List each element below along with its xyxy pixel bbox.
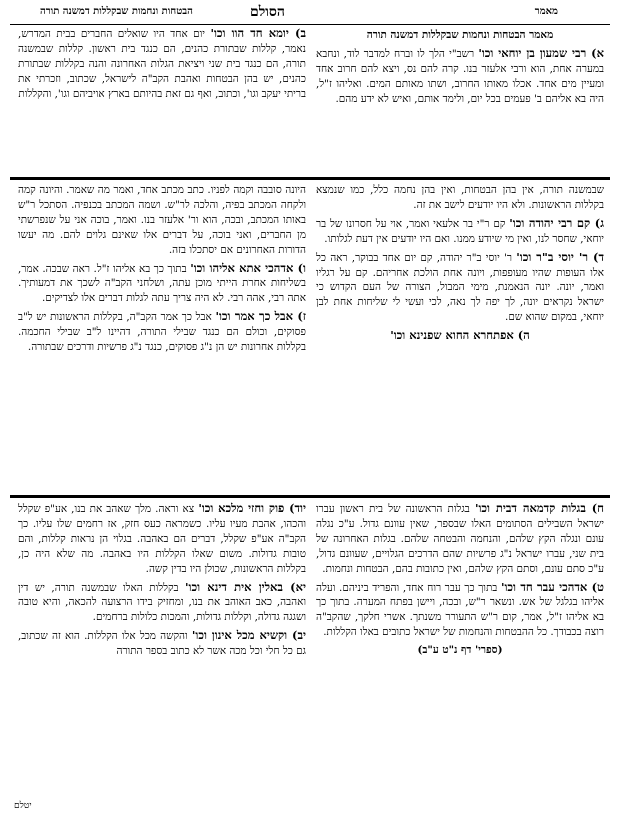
paragraph [316,250,604,326]
paragraph [316,216,604,247]
header-article-label: מאמר [534,6,558,17]
section-divider [10,495,610,498]
section-divider [10,177,610,180]
paragraph-heading: ד) ר' יוסי ב"ר וכו' [516,249,604,264]
paragraph-heading: ה) אפתחרא החוא שפנינא וכו' [390,328,530,343]
paragraph [18,309,306,355]
paragraph-heading: א) רבי שמעון בן יוחאי וכו' [478,45,604,60]
paragraph [316,46,604,107]
paragraph-heading: יא) באלין אית דינא וכו' [185,579,306,594]
paragraph-heading: יב) וקשיא מכל אינון וכו' [191,628,306,643]
paragraph-text: יום אחד היו שואלים החברים בבית המדרש, נאמר, קללות שבתורת כהנים, הם כנגד בית ראשון. קללות שבמשנה תורה, הם כנגד בית שני ויציאת הגלות האחרונה והנה בקללות שבתורת כהנים, יש בהן הבטחות ואהבת הקב"ה לישראל, שכתוב, וזכרתי את בריתי יעקב וגו', וכתוב, ואף גם זאת בהיותם בארץ אויביהם וגו', והקללות [18,28,306,100]
paragraph-text: (ספרי' דף נ"ט ע"ב) [417,644,503,657]
paragraph [18,501,306,577]
paragraph [316,328,604,344]
column-left [18,183,306,493]
paragraph [18,183,306,258]
paragraph-text: רשב"י הלך לו וברח למדבר לוד, ונחבא במערה אחת, הוא ורבי אלעזר בנו. קרה להם נס, ויצא להם חרוב אחד ומעיין מים אחד. אכלו מאותו החרוב, ושתו מאותם המים. ואליהו ז"ל, היה בא אליהם ב' פעמים בכל יום, ולימד אותם, ואיש לא ידע מהם. [316,47,604,105]
paragraph-heading: ז) אבל כך אמר וכו' [215,309,306,324]
paragraph-heading: ו) אדהכי אתא אליהו וכו' [190,260,306,275]
paragraph-heading: ב) יומא חד הוו וכו' [210,26,306,40]
running-header [10,4,610,25]
paragraph [316,580,604,641]
column-right [316,501,604,797]
section-middle [10,183,610,493]
paragraph-heading: ח) בגלות קדמאה דבית וכו' [474,501,604,515]
paragraph-heading: ג) קם רבי יהודה וכו' [509,215,604,230]
column-left [18,501,306,797]
paragraph-text: שבמשנה תורה, אין בהן הבטחות, ואין בהן נחמה כלל, כמו שנמצא בקללות הראשונות. ולא היו יודעים לישב את זה. [316,184,604,211]
paragraph [18,261,306,307]
paragraph [18,580,306,626]
paragraph-heading: יוד) פוק וחזי מלכא וכו' [198,501,306,515]
paragraph [316,501,604,577]
paragraph-text: בקללות האלו שבמשנה תורה, יש דין ואהבה, כאב האוהב את בנו, ומחזיק בידו הרצועה להכאה, והיא טובה ושגגה גדולה, וקללות גדולות, והמכות כלולות ברחמים. [18,581,306,624]
paragraph [316,183,604,213]
paragraph-text: היונה סובבה וקמה לפניו. כתב מכתב אחד, ואמר מה שאמר. והיונה קמה ולקחה המכתב בפיה, והלכה לר"ש. ושמה המכתב בכנפיה. הסתכל ר"ש באותו המכתב, ובכה, הוא ור' אלעזר בנו. ואמר, בוכה אני על שנפרשתי מן החברים, ואני בוכה, על דברים אלו שאינם גלוים להם. מה יעשו הדורות האחרונים אם יסתכלו בזה. [18,184,306,256]
section-top [10,26,610,174]
column-right [316,183,604,493]
page [10,4,610,810]
paragraph-text: בתוך כך עבר רוח אחד, והפריד ביניהם. ועלה אליהו בגלגל של אש. ונשאר ר"ש, ובכה, ויישן בפתח המערה. בתוך כך בא אליהו ז"ל, אמר, קום ר"ש התעורר משנתך. אשרי חלקך, שהקב"ה רוצה בכבודך. כל ההבטחות והנחמות של ישראל כתובים באלו הקללות. [316,581,604,639]
paragraph-text: בגלות הראשונה של בית ראשון עברו ישראל השבילים הסתומים האלו שבספר, שאין עוונם גדול. ע"כ נגלה עונם ונגלה הקץ שלהם, והנחמה והבטחה שלהם. בגלות האחרונה של בית שני, עברו ישראל נ"ג פרשיות שהם הדרכים הגלויים, שעוונם גדול, ע"כ סתם עונם, וסתם הקץ שלהם, ואין כתובות בהם, הבטחות ונחמות. [316,503,604,575]
column-right [316,26,604,174]
header-subtitle: הבטחות ונחמות שבקללות דמשנה תורה [40,6,193,17]
column-left [18,26,306,174]
paragraph-text: מאמר הבטחות ונחמות שבקללות דמשנה תורה [366,29,554,41]
paragraph-text: קם ר"י בר אלעאי ואמר, אוי על חסרונו של בר יוחאי, שחסר לנו, ואין מי שיודע ממנו. ואם היו יודעים אין דעת לגלותו. [316,217,604,245]
paragraph-text: והקשה מכל אלו הקללות. הוא זה שכתוב, גם כל חלי וכל מכה אשר לא כתוב בספר התורה [18,630,306,658]
footer-catchword: יטלם [14,801,32,811]
paragraph [18,628,306,659]
paragraph-text: אבל כך אמר הקב"ה, בקללות הראשונות יש ל"ב פסוקים, וכולם הם כנגד שבילי התורה, דהיינו ל"ב שבילי החכמה. בקללות אחרונות יש הן נ"ג פסוקים, כנגד נ"ג פרשיות ודרכים שבתורה. [18,311,306,354]
paragraph [316,643,604,658]
paragraph-text: ר' יוסי ב"ר יהודה, קם יום אחד בבוקר, ראה כל אלו העופות שהיו מעופפות, ויונה אחת הולכת אחריהם. קם על רגליו ואמר, יונה. יונה הנאמנת, מימי המבול, הצורה של העם הקדוש כי ישראל נקראים יונה, לך יפה לך נאה, לכי ועשי לי שליחות אחת לבן יוחאי, במקום שהוא שם. [316,251,604,324]
paragraph-heading: ט) אדהכי עבר חד וכו' [500,579,604,594]
paragraph [316,28,604,43]
header-title: הסולם [250,4,285,20]
section-bottom [10,501,610,797]
paragraph-text: בתוך כך בא אליהו ז"ל. ראה שבכה. אמר, בשליחות אחרת הייתי מוכן עתה, ושלחני הקב"ה לשכך את דמעותיך. אתה רבי, אהה רבי. לא היה צריך עתה לגלות דברים אלו לצדיקים. [18,262,306,305]
paragraph [18,26,306,102]
paragraph-text: צא וראה. מלך שאהב את בנו, אע"פ שקלל והכהו, אהבת מעיו עליו. כשמראה כעס חזק, אז רחמים שלו עליו. כך הקב"ה אע"פ שקלל, דברים הם באהבה. בגלוי הן נראות קללות, והם טובות גדולות. משום שאלו הקללות היו באהבה. מה שלא היה כן, בקללות הראשונות, שכולן היו בדין קשה. [18,503,306,575]
